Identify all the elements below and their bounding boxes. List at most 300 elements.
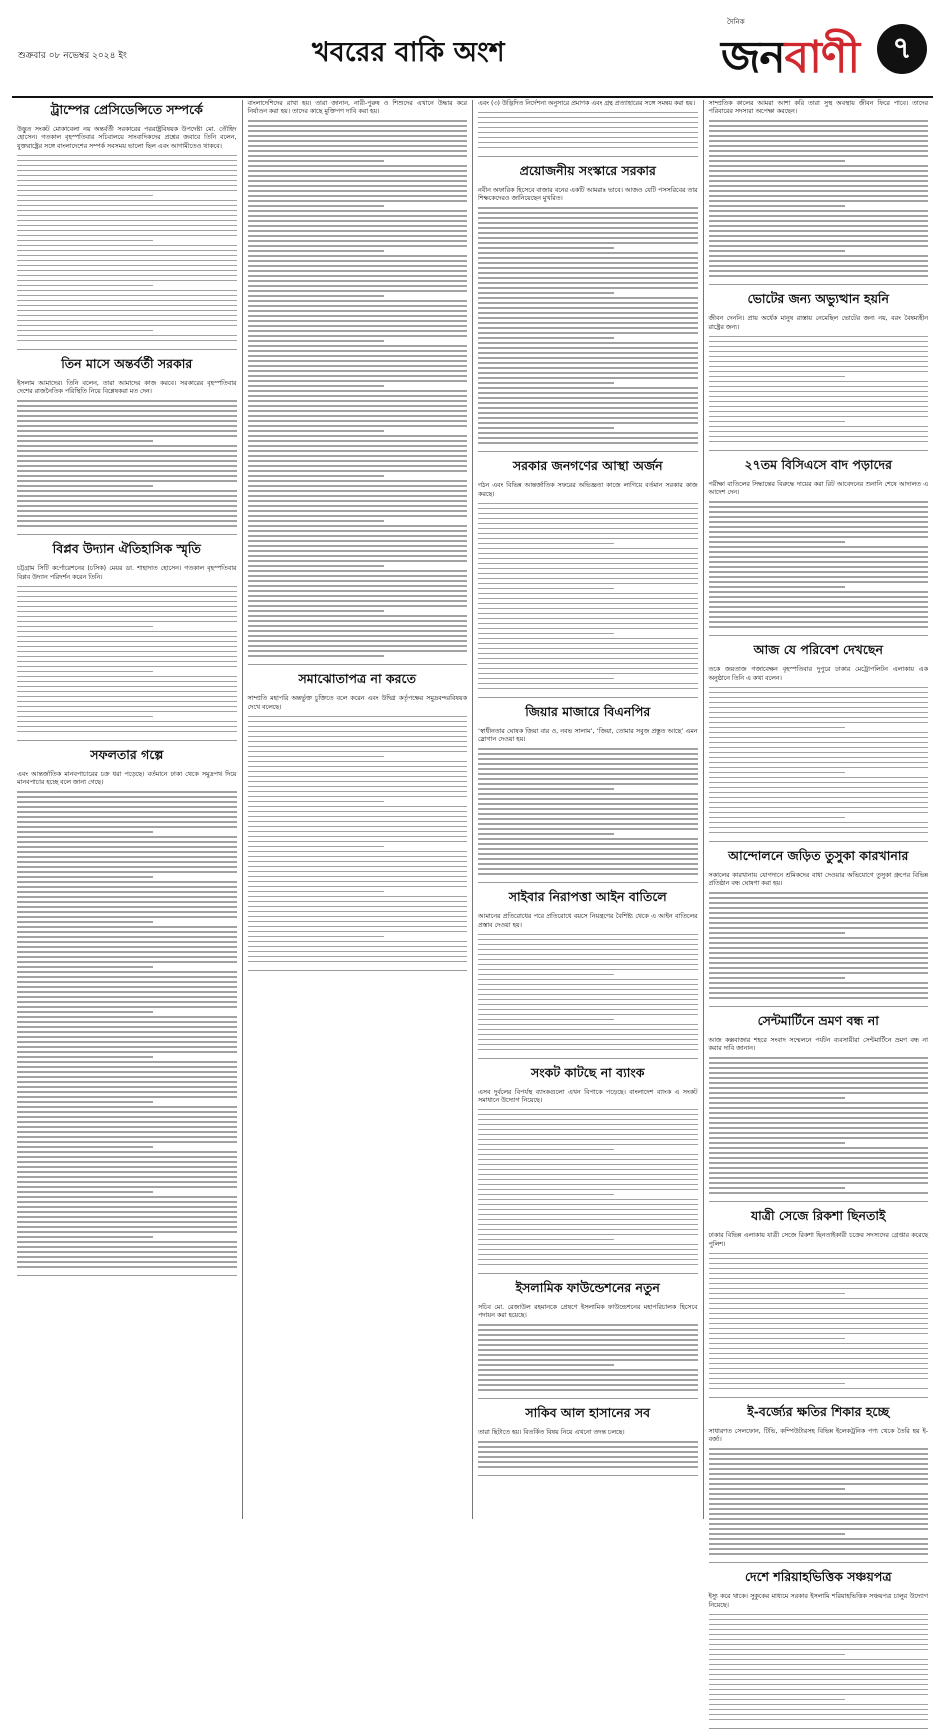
text-line [17, 926, 237, 928]
text-line [709, 1689, 929, 1691]
text-line [709, 1669, 929, 1671]
text-line [709, 1719, 929, 1721]
article-body-text-lines [709, 1448, 929, 1555]
text-line [709, 175, 929, 177]
text-line [709, 1543, 929, 1545]
text-line [478, 543, 614, 545]
text-line [709, 832, 929, 834]
text-line [478, 959, 698, 961]
text-line [478, 858, 698, 860]
text-line [17, 906, 237, 908]
text-line [709, 135, 929, 137]
text-line [17, 1151, 237, 1153]
text-line [248, 831, 468, 833]
text-line [709, 992, 929, 994]
article-body-text-lines [478, 1441, 698, 1468]
text-line [709, 511, 929, 513]
text-line [478, 312, 698, 314]
text-line [17, 490, 237, 492]
text-line [17, 400, 237, 402]
text-line [478, 999, 698, 1001]
text-line [709, 767, 929, 769]
text-line [709, 626, 929, 628]
text-line [478, 287, 698, 289]
text-line [709, 1137, 929, 1139]
text-line [709, 1518, 929, 1520]
text-line [478, 503, 698, 505]
text-line [709, 421, 845, 423]
text-line [248, 640, 468, 642]
text-line [478, 683, 698, 685]
column-1 [12, 100, 242, 1519]
text-line [709, 1473, 929, 1475]
text-line [478, 1349, 698, 1351]
article [248, 671, 468, 970]
text-line [709, 516, 929, 518]
article-lead: এবং আন্তর্জাতিক মানবপাচারের চক্র ধরা পড়েছে। বর্তমানে ঢাকা থেকে সমুদ্রপথ দিয়ে মানবপাচার হচ্ছে বলে জানা গেছে। [17, 770, 237, 787]
text-line [478, 603, 698, 605]
text-line [248, 846, 384, 848]
text-line [478, 1379, 698, 1381]
section-title: খবরের বাকি অংশ [312, 37, 505, 68]
text-line [248, 145, 468, 147]
text-line [709, 1107, 929, 1109]
text-line [248, 565, 384, 567]
text-line [248, 485, 468, 487]
text-line [478, 568, 698, 570]
column-2 [242, 100, 473, 1519]
text-line [17, 210, 237, 212]
text-line [248, 140, 468, 142]
text-line [709, 1498, 929, 1500]
text-line [248, 255, 468, 257]
text-line [17, 671, 153, 673]
text-line [17, 1021, 237, 1023]
text-line [709, 401, 929, 403]
text-line [478, 748, 698, 750]
text-line [709, 1167, 929, 1169]
text-line [478, 773, 698, 775]
text-line [248, 510, 468, 512]
text-line [478, 798, 698, 800]
text-line [17, 330, 153, 332]
text-line [17, 896, 237, 898]
text-line [709, 792, 929, 794]
text-line [709, 797, 929, 799]
text-line [17, 591, 237, 593]
text-line [248, 295, 384, 297]
text-line [709, 1343, 929, 1345]
text-line [709, 391, 929, 393]
text-line [17, 405, 237, 407]
text-line [248, 240, 468, 242]
text-line [478, 1229, 698, 1231]
text-line [17, 1211, 237, 1213]
text-line [709, 1122, 929, 1124]
text-line [709, 817, 845, 819]
text-line [248, 811, 468, 813]
text-line [478, 1179, 698, 1181]
text-line [17, 976, 237, 978]
text-line [478, 528, 698, 530]
text-line [709, 952, 929, 954]
text-line [17, 335, 237, 337]
text-line [709, 255, 929, 257]
text-line [17, 435, 237, 437]
text-line [17, 1251, 237, 1253]
text-line [248, 135, 468, 137]
text-line [478, 272, 698, 274]
text-line [709, 1659, 929, 1661]
text-line [248, 150, 468, 152]
text-line [248, 440, 468, 442]
text-line [709, 1649, 929, 1651]
text-line [248, 495, 468, 497]
text-line [709, 1654, 845, 1656]
text-line [248, 731, 468, 733]
text-line [17, 1146, 153, 1148]
text-line [709, 1117, 929, 1119]
text-line [478, 1239, 614, 1241]
text-line [709, 1298, 929, 1300]
text-line [478, 1044, 698, 1046]
text-line [709, 972, 929, 974]
text-line [248, 175, 468, 177]
text-line [17, 465, 237, 467]
text-line [478, 222, 698, 224]
text-line [17, 931, 237, 933]
text-line [248, 926, 468, 928]
text-line [709, 416, 929, 418]
text-line [478, 1209, 698, 1211]
text-line [248, 270, 468, 272]
text-line [17, 886, 237, 888]
article-headline: তিন মাসে অন্তর্বর্তী সরকার [61, 355, 193, 371]
text-line [709, 1268, 929, 1270]
article-body-text-lines [478, 207, 698, 444]
text-line [248, 856, 468, 858]
text-line [478, 292, 614, 294]
text-line [478, 302, 698, 304]
article-headline: সাইবার নিরাপত্তা আইন বাতিলে [508, 889, 667, 905]
text-line [709, 145, 929, 147]
article-lead: এবং (৩) উদ্ভিদিত নির্দেশনা অনুসারে প্রমাণক এবং গ্রন্থ প্রত্যাহারের সঙ্গে সমন্বয় করা হয়। [478, 100, 695, 107]
text-line [248, 380, 468, 382]
text-line [248, 645, 468, 647]
text-line [17, 1031, 237, 1033]
text-line [709, 1704, 929, 1706]
text-line [709, 1308, 929, 1310]
text-line [709, 1147, 929, 1149]
text-line [709, 1634, 929, 1636]
text-line [709, 185, 929, 187]
text-line [17, 195, 153, 197]
text-line [709, 155, 929, 157]
text-line [709, 1383, 845, 1385]
text-line [709, 546, 929, 548]
text-line [17, 305, 237, 307]
text-line [248, 916, 468, 918]
text-line [709, 1624, 929, 1626]
text-line [478, 1446, 698, 1448]
text-line [17, 1196, 237, 1198]
text-line [709, 1629, 929, 1631]
text-line [248, 315, 468, 317]
text-line [478, 753, 698, 755]
text-line [17, 601, 237, 603]
text-line [478, 1249, 698, 1251]
text-line [248, 195, 468, 197]
text-line [17, 1056, 153, 1058]
text-line [248, 125, 468, 127]
text-line [17, 235, 237, 237]
article-headline: যাত্রী সেজে রিকশা ছিনতাই [750, 1208, 886, 1224]
text-line [17, 300, 237, 302]
text-line [17, 255, 237, 257]
text-line [709, 371, 929, 373]
text-line [709, 1177, 929, 1179]
text-line [709, 541, 845, 543]
text-line [248, 430, 384, 432]
text-line [248, 335, 468, 337]
text-line [248, 420, 468, 422]
article-body-text-lines [709, 1614, 929, 1721]
article-body-text-lines [248, 716, 468, 963]
text-line [248, 736, 468, 738]
text-line [17, 1091, 237, 1093]
text-line [709, 265, 929, 267]
text-line [17, 596, 237, 598]
text-line [248, 741, 468, 743]
article-headline: সমাঝোতাপত্র না করতে [298, 671, 416, 687]
text-line [478, 392, 698, 394]
text-line [248, 781, 468, 783]
text-line [17, 636, 237, 638]
text-line [248, 280, 468, 282]
text-line [709, 245, 929, 247]
text-line [709, 230, 929, 232]
text-line [478, 1389, 698, 1391]
text-line [17, 1041, 237, 1043]
text-line [478, 1029, 698, 1031]
text-line [709, 536, 929, 538]
text-line [248, 786, 468, 788]
article-lead: নবীন অফারিক হিসেবে বাজার বনের একটি আমরাঃ ভাবে। আজও যেটি পসসরিবের তার শিক্ষকেদেরও জানিয়েছেন মুখরিত। [478, 186, 698, 203]
text-line [709, 1127, 929, 1129]
text-line [709, 1709, 929, 1711]
text-line [248, 155, 468, 157]
text-line [17, 280, 237, 282]
text-line [709, 1478, 929, 1480]
text-line [709, 982, 929, 984]
text-line [478, 307, 698, 309]
text-line [478, 593, 698, 595]
text-line [248, 776, 468, 778]
text-line [248, 225, 468, 227]
text-line [17, 1236, 153, 1238]
article-lead: সকালের কারখানায় যোগদানে শ্রমিকদের বাধা দেওয়ার অভিযোগে তুসুকা গ্রুপের বিভিন্ন প্রতিষ্ঠান বন্ধ ঘোষণা করা হয়। [708, 871, 928, 888]
text-line [709, 737, 929, 739]
text-line [248, 575, 468, 577]
text-line [17, 1191, 153, 1193]
text-line [478, 1219, 698, 1221]
text-line [709, 351, 929, 353]
text-line [478, 417, 698, 419]
text-line [709, 1258, 929, 1260]
text-line [709, 1553, 929, 1555]
text-line [709, 697, 929, 699]
text-line [17, 646, 237, 648]
text-line [709, 687, 929, 689]
text-line [478, 1259, 698, 1261]
text-line [709, 576, 929, 578]
text-line [709, 1493, 929, 1495]
text-line [478, 377, 698, 379]
text-line [709, 957, 929, 959]
text-line [248, 610, 384, 612]
text-line [709, 190, 929, 192]
text-line [478, 763, 698, 765]
article-body-text-lines [709, 1253, 929, 1390]
text-line [17, 270, 237, 272]
article-lead: সাম্প্রতিক কালের আমরা আশা করি তারা সুস্থ অবস্থায় জীবন ফিরে পাবে। তাদের পরিবারের সদস্যরা অপেক্ষা করছেন। [708, 100, 928, 116]
text-line [17, 1221, 237, 1223]
text-line [709, 1182, 929, 1184]
text-line [17, 821, 237, 823]
text-line [17, 1181, 237, 1183]
text-line [478, 553, 698, 555]
text-line [478, 217, 698, 219]
text-line [17, 340, 237, 342]
text-line [478, 939, 698, 941]
text-line [248, 716, 468, 718]
text-line [709, 1172, 929, 1174]
text-line [248, 160, 384, 162]
text-line [248, 650, 468, 652]
text-line [478, 583, 698, 585]
text-line [17, 1001, 237, 1003]
text-line [17, 891, 237, 893]
text-line [478, 1124, 698, 1126]
logo-wordmark [721, 24, 859, 97]
article [478, 163, 698, 452]
text-line [478, 648, 698, 650]
text-line [17, 1126, 237, 1128]
text-line [17, 716, 153, 718]
text-line [17, 901, 237, 903]
text-line [17, 1136, 237, 1138]
text-line [478, 833, 614, 835]
text-line [709, 1157, 929, 1159]
text-line [709, 927, 929, 929]
article-headline: সরকার জনগণের আস্থা অর্জন [512, 458, 663, 474]
text-line [17, 1141, 237, 1143]
text-line [17, 881, 237, 883]
text-line [709, 1192, 929, 1194]
text-line [17, 1066, 237, 1068]
text-line [709, 702, 929, 704]
text-line [478, 1244, 698, 1246]
article [709, 642, 929, 841]
text-line [478, 558, 698, 560]
text-line [17, 1256, 237, 1258]
text-line [17, 1026, 237, 1028]
text-line [17, 721, 237, 723]
text-line [709, 932, 845, 934]
text-line [709, 1323, 929, 1325]
text-line [709, 180, 929, 182]
text-line [248, 455, 468, 457]
article-headline: ইসলামিক ফাউন্ডেশনের নতুন [515, 1279, 660, 1295]
article-body-text-lines [17, 586, 237, 733]
text-line [248, 605, 468, 607]
text-line [709, 1523, 929, 1525]
text-line [478, 437, 698, 439]
text-line [709, 275, 929, 277]
text-line [709, 571, 929, 573]
issue-date: শুক্রবার ০৮ নভেম্বর ২০২৪ ইং [18, 51, 127, 61]
text-line [17, 686, 237, 688]
article-headline: সেন্টমার্টিনে ভ্রমণ বন্ধ না [757, 1013, 879, 1029]
text-line [478, 297, 698, 299]
text-line [709, 1378, 929, 1380]
text-line [478, 322, 698, 324]
text-line [248, 215, 468, 217]
article-headline: সাকিব আল হাসানের সব [525, 1405, 651, 1421]
text-line [709, 556, 929, 558]
text-line [478, 1024, 698, 1026]
text-line [17, 691, 237, 693]
text-line [709, 1062, 929, 1064]
article-body-text-lines [478, 503, 698, 690]
text-line [478, 1441, 698, 1443]
text-line [478, 1149, 614, 1151]
text-line [709, 586, 845, 588]
column-4 [703, 100, 934, 1609]
text-line [248, 220, 468, 222]
text-line [478, 848, 698, 850]
text-line [478, 1354, 698, 1356]
text-line [478, 362, 698, 364]
article [709, 100, 929, 285]
article-lead: ঢাকার বিভিন্ন এলাকায় যাত্রী সেজে রিকশা ছিনতাইকারী চক্রের সদস্যদের গ্রেপ্তার করেছে পুলিশ। [708, 1232, 928, 1248]
text-line [17, 180, 237, 182]
article-lead: উদ্ভুত সংকট মোকাবেলা নয় অন্তর্বর্তী সরকারের পররাষ্ট্রবিষয়ক উপদেষ্টা মো. তৌহিদ হোসেন। গতকাল বৃহস্পতিবার সচিবালয়ে সাংবাদিকদের প্রশ্নের জবাবে তিনি বলেন, যুক্তরাষ্ট্রের সঙ্গে বাংলাদেশের সম্পর্ক সবসময় ভালো ছিল এবং আগামীতেও থাকবে। [17, 126, 237, 150]
text-line [17, 310, 237, 312]
text-line [17, 1101, 153, 1103]
text-line [709, 526, 929, 528]
text-line [478, 688, 698, 690]
text-line [478, 1014, 698, 1016]
text-line [248, 355, 468, 357]
article-headline: আন্দোলনে জড়িত তুসুকা কারখানার [728, 847, 909, 863]
text-line [17, 876, 153, 878]
text-line [17, 1086, 237, 1088]
text-line [17, 866, 237, 868]
text-line [248, 570, 468, 572]
text-line [709, 591, 929, 593]
text-line [709, 120, 929, 122]
newspaper-logo [721, 16, 871, 88]
text-line [17, 1096, 237, 1098]
text-line [248, 520, 384, 522]
text-line [478, 628, 698, 630]
text-line [248, 841, 468, 843]
text-line [478, 412, 698, 414]
text-line [709, 962, 929, 964]
article-lead: চট্টগ্রাম সিটি কর্পোরেশনের (চসিক) মেয়র ডা. শাহাদাত হোসেন। গতকাল বৃহস্পতিবার বিপ্লব উদ্যান পরিদর্শন করেন তিনি। [17, 565, 237, 581]
text-line [17, 956, 237, 958]
